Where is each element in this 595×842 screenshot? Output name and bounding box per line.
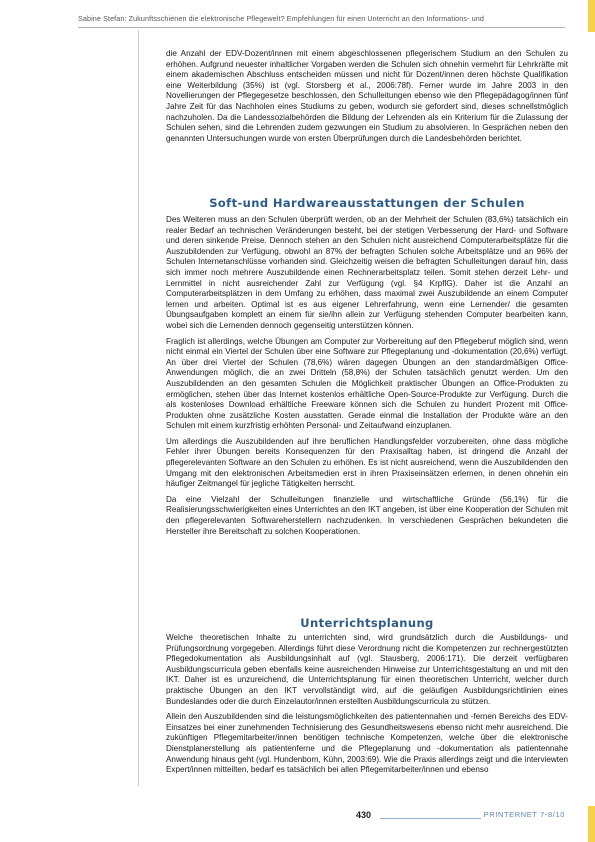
margin-tab-bottom [588,806,595,842]
gutter-rule [138,30,139,786]
paragraph: Welche theoretischen Inhalte zu unterrichten sind, wird grundsätzlich durch die Ausbildungs- und Prüfungsordnung vorgegeben. Allerdings führt diese Verordnung nicht die Kompetenzen zur rechnergestützten Pflegedokumentation als Ausbildungsinhalt auf (vgl. Stausberg, 2006:171). Die derzeit verfügbaren Ausbildungscurricula geben ebenfalls keine ausreichenden Hinweise zur Unterrichtsgestaltung an und mit den IKT. Daher ist es unzureichend, die Unterrichtsplanung für einen theoretischen Unterricht, welcher durch praktische Übungen an den IKT vervollständigt wird, auf die geläufigen Ausbildungsrichtlinien eines Bundeslandes oder die durch Einzelautor/innen erstellten Ausbildungscurricula zu stützen. [166,633,568,706]
section-heading: Soft-und Hardwareausstattungen der Schulen [209,196,525,210]
paragraph: Fraglich ist allerdings, welche Übungen am Computer zur Vorbereitung auf den Pflegeberuf möglich sind, wenn nicht einmal ein Viertel der Schulen über eine Software zur Pflegeplanung und -dokumentation (20,6%) verfügt. An über drei Viertel der Schulen (78,6%) wären dagegen Übungen an den standardmäßigen Office-Anwendungen möglich, die an zwei Dritteln (58,8%) der Schulen tatsächlich genutzt werden. Um den Auszubildenden an den gesamten Schulen die Möglichkeit praktischer Übungen an Office-Produkten zu ermöglichen, stehen über das Internet kostenlos erhältliche Open-Source-Produkte zur Verfügung. Durch die als kostenloses Download erhältliche Freeware können sich die Schulen zu hundert Prozent mit Office-Produkten ohne zusätzliche Kosten ausstatten. Gerade einmal die Installation der Produkte wäre an den Schulen mit einem kurzfristig erhöhten Personal- und Zeitaufwand einzuplanen. [166,336,568,431]
section-hardware [166,196,568,210]
running-header: Sabine Stefan: Zukunftsschienen die elektronische Pflegewelt? Empfehlungen für einen Unterricht an den Informations- und [78,14,484,23]
paragraph: Des Weiteren muss an den Schulen überprüft werden, ob an der Mehrheit der Schulen (83,6%) tatsächlich ein realer Bedarf an technischen Veränderungen besteht, bei der stetigen Verbesserung der Hard- und Software und deren sinkende Preise. Dennoch stehen an den Schulen nicht ausreichend Computerarbeitsplätze für die Auszubildenden zur Verfügung, obwohl an 87% der befragten Schulen solche Arbeitsplätze und an 96% der Schulen Internetanschlüsse vorhanden sind. Gleichzeitig weisen die befragten Schulleitungen darauf hin, dass sich immer noch mehrere Auszubildende einen Rechnerarbeitsplatz teilen. Somit stehen derzeit Lehr- und Lernmittel in nicht ausreichender Zahl zur Verfügung (vgl. §4 KrpflG). Daher ist die Anzahl an Computerarbeitsplätzen in dem Umfang zu erhöhen, dass maximal zwei Auszubildende an einem Computer lernen und arbeiten. Optimal ist es aus eigener Lehrerfahrung, wenn eine Lernender/ die gesamten Übungsaufgaben komplett an einem für sie/ihn allein zur Verfügung stehenden Computer bearbeiten kann, wobei sich die Lernenden dennoch gegenseitig unterstützen können. [166,215,568,330]
paragraph: Da eine Vielzahl der Schulleitungen finanzielle und wirtschaftliche Gründe (56,1%) für die Realisierungsschwierigkeiten eines Unterrichtes an den IKT angeben, ist über eine Kooperation der Schulen mit den pflegerelevanten Softwareherstellern nachzudenken. In verschiedenen Gesprächen bekundeten die Hersteller ihre Bereitschaft zu solchen Kooperationen. [166,494,568,536]
margin-tab-top [588,0,595,32]
paragraph: die Anzahl der EDV-Dozent/innen mit einem abgeschlossenen pflegerischem Studium an den Schulen zu erhöhen. Aufgrund neuester inhaltlicher Vorgaben werden die Schulen sich ohnehin vermehrt für Lehrkräfte mit einem akademischen Abschluss entscheiden müssen und nicht für Dozent/innen deren höchste Qualifikation eine Weiterbildung (35%) ist (vgl. Storsberg et al., 2006:78f). Ferner wurde im Jahre 2003 in den Novellierungen der Pflegegesetze beschlossen, den Schulleitungen ebenso wie den Pflegepädagog/innen fünf Jahre Zeit für das Nachholen eines Studiums zu geben, wodurch sie gefordert sind, dieses schnellstmöglich nachzuholen. Da die Landessozialbehörden die Bildung der Lehrenden als ein Kriterium für die Zulassung der Schulen sehen, sind die Lehrenden zudem gezwungen ein Studium zu absolvieren. In Gesprächen neben den genannten Untersuchungen wurde von ersten Überprüfungen durch die Landesbehörden berichtet. [166,49,568,143]
journal-name: PRINTERNET 7-8/10 [481,810,565,819]
paragraph: Allein den Auszubildenden sind die leistungsmöglichkeiten des patientennahen und -fernen Bereichs des EDV-Einsatzes bei einer zunehmenden Technisierung des Gesundheitswesens ebenso nicht mehr ausreichend. Die zukünftigen Pflegemitarbeiter/innen benötigen technische Kompetenzen, welche über die elektronische Dienstplanerstellung als patientenferne und die Pflegeplanung und -dokumentation als patientennahe Anwendung hinaus geht (vgl. Hundenborn, Kühn, 2003:69). Wie die Praxis allerdings zeigt und die interviewten Expert/innen mitteilten, bedarf es tatsächlich bei allen Pflegemitarbeiter/innen und ebenso [166,712,568,775]
section-heading: Unterrichtsplanung [300,616,434,630]
header-rule [78,27,565,28]
intro-block [166,49,568,149]
page-number: 430 [356,810,372,820]
section-planning-body [166,633,568,781]
section-planning [166,616,568,630]
section-hardware-body [166,215,568,542]
paragraph: Um allerdings die Auszubildenden auf ihre beruflichen Handlungsfelder vorzubereiten, ohne dass mögliche Fehler ihrer Übungen bereits Konsequenzen für den Praxisalltag haben, ist dringend die Anzahl der pflegerelevanten Software an den Schulen zu erhöhen. Es ist nicht ausreichend, wenn die Auszubildenden den Umgang mit den elektronischen Arbeitsmedien erst in ihren Praxiseinsätzen erlernen, in denen ohnehin ein häufiger Zeitmangel für jegliche Tätigkeiten herrscht. [166,436,568,489]
